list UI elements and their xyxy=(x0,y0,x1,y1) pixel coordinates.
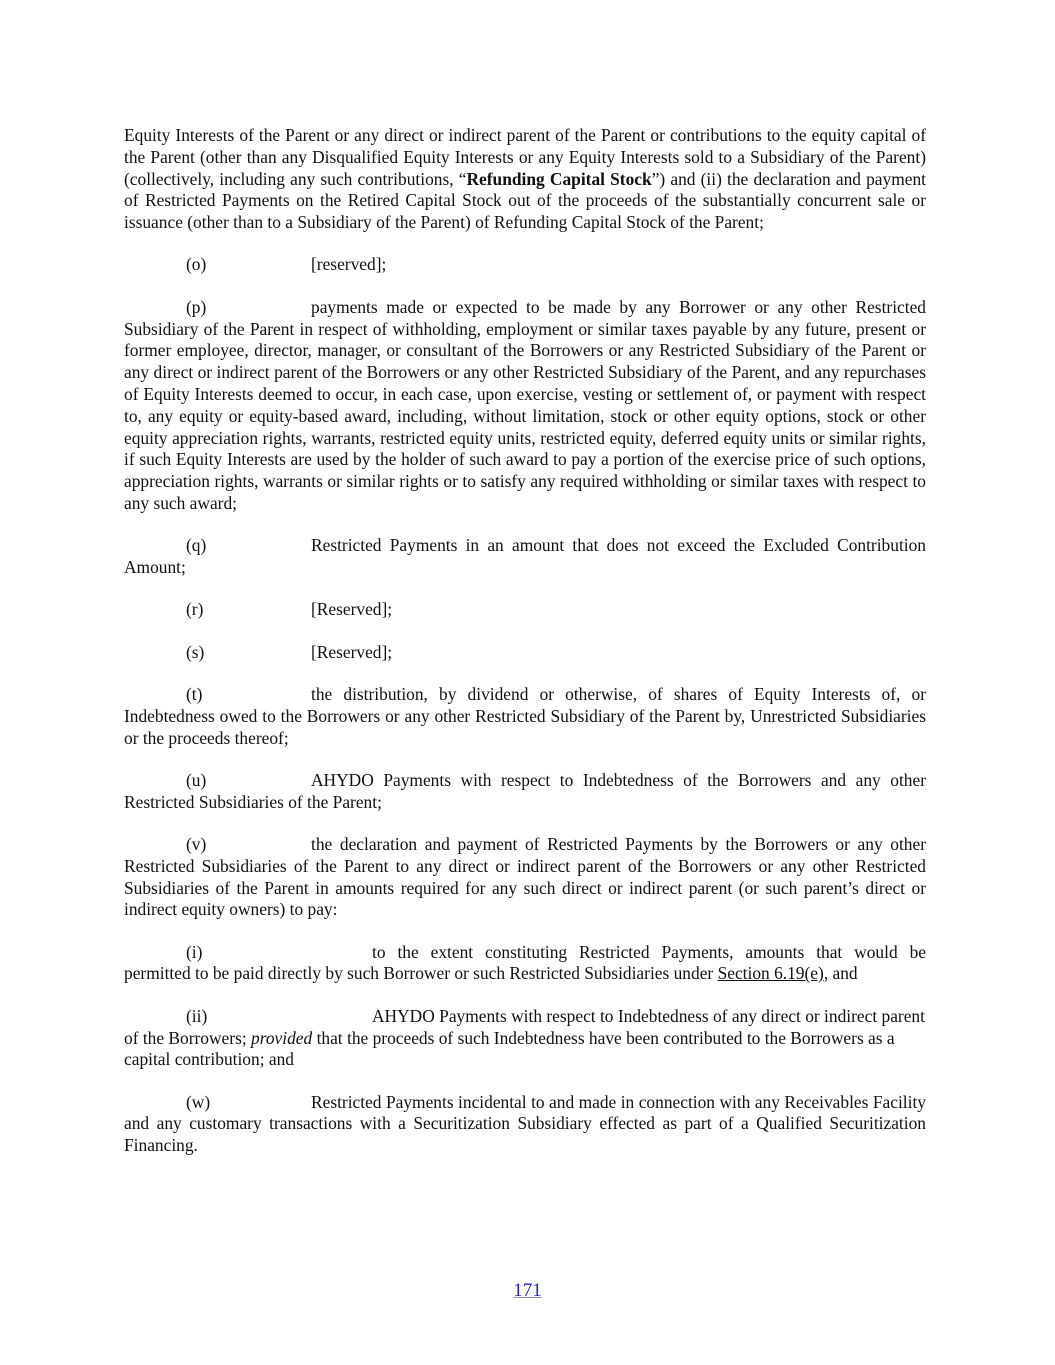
paragraph-text: Equity Interests of the Parent or any direct or indirect parent of the Parent or contributions to the equity capital of the Parent (other than any Disqualified Equity Interests or any Equity Interests sold to a Subsidiary of the Parent) (collectively, including any such contributions, “ xyxy=(124,125,926,189)
clause-text: [Reserved]; xyxy=(311,641,393,662)
clause-s xyxy=(124,642,926,664)
clause-label: (o) xyxy=(186,254,207,275)
clause-p xyxy=(124,297,926,515)
document-page xyxy=(124,125,926,1177)
proviso-term: provided xyxy=(251,1027,313,1048)
clause-w xyxy=(124,1092,926,1157)
subclause-text: that the proceeds of such Indebtedness have been contributed to the Borrowers as a capital contribution; and xyxy=(124,1027,895,1070)
clause-t xyxy=(124,684,926,749)
subclause-text: to the extent constituting Restricted Payments, amounts that would be permitted to be paid directly by such Borrower or such Restricted Subsidiaries under xyxy=(124,941,926,984)
clause-text: the declaration and payment of Restricted Payments by the Borrowers or any other Restricted Subsidiaries of the Parent to any direct or indirect parent of the Borrowers or any other Restricted Subsidiaries of the Parent in amounts required for any such direct or indirect parent (or such parent’s direct or indirect equity owners) to pay: xyxy=(124,833,926,920)
clause-label: (r) xyxy=(186,599,204,620)
subclause-label: (ii) xyxy=(186,1005,208,1026)
clause-text: [reserved]; xyxy=(311,254,387,275)
clause-label: (u) xyxy=(186,769,207,790)
clause-r xyxy=(124,599,926,621)
subclause-ii xyxy=(124,1006,926,1071)
clause-v xyxy=(124,834,926,921)
clause-text: Restricted Payments in an amount that does not exceed the Excluded Contribution Amount; xyxy=(124,535,926,578)
clause-label: (w) xyxy=(186,1091,211,1112)
subclause-i xyxy=(124,942,926,986)
paragraph-text: ”) and (ii) the declaration and payment of Restricted Payments on the Retired Capital Stock out of the proceeds of the substantially concurrent sale or issuance (other than to a Subsidiary of the Parent) of Refunding Capital Stock of the Parent; xyxy=(124,168,926,233)
clause-o xyxy=(124,254,926,276)
clause-label: (s) xyxy=(186,641,205,662)
section-reference-link[interactable]: Section 6.19(e) xyxy=(717,963,824,984)
clause-q xyxy=(124,535,926,579)
clause-text: AHYDO Payments with respect to Indebtedness of the Borrowers and any other Restricted Subsidiaries of the Parent; xyxy=(124,769,926,812)
clause-label: (q) xyxy=(186,535,207,556)
subclause-text: , and xyxy=(823,963,858,984)
clause-text: payments made or expected to be made by any Borrower or any other Restricted Subsidiary of the Parent in respect of withholding, employment or similar taxes payable by any future, present or former employee, director, manager, or consultant of the Borrowers or any Restricted Subsidiary of the Parent or any direct or indirect parent of the Borrowers or any other Restricted Subsidiary of the Parent, and any repurchases of Equity Interests deemed to occur, in each case, upon exercise, vesting or settlement of, or payment with respect to, any equity or equity-based award, including, without limitation, stock or other equity options, stock or other equity appreciation rights, warrants, restricted equity units, restricted equity, deferred equity units or similar rights, if such Equity Interests are used by the holder of such award to pay a portion of the exercise price of such options, appreciation rights, warrants or similar rights or to satisfy any required withholding or similar taxes with respect to any such award; xyxy=(124,296,926,513)
subclause-label: (i) xyxy=(186,941,203,962)
clause-text: [Reserved]; xyxy=(311,599,393,620)
page-number-link[interactable]: 171 xyxy=(513,1280,542,1301)
continuation-paragraph xyxy=(124,125,926,234)
defined-term: Refunding Capital Stock xyxy=(466,168,652,189)
subclause-text: AHYDO Payments with respect to Indebtedness of any direct or indirect parent of the Borrowers; xyxy=(124,1005,925,1048)
clause-u xyxy=(124,770,926,814)
clause-label: (v) xyxy=(186,833,207,854)
clause-text: Restricted Payments incidental to and made in connection with any Receivables Facility and any customary transactions with a Securitization Subsidiary effected as part of a Qualified Securitization Financing. xyxy=(124,1091,926,1156)
clause-text: the distribution, by dividend or otherwise, of shares of Equity Interests of, or Indebtedness owed to the Borrowers or any other Restricted Subsidiary of the Parent by, Unrestricted Subsidiaries or the proceeds thereof; xyxy=(124,683,926,748)
clause-label: (p) xyxy=(186,296,207,317)
clause-label: (t) xyxy=(186,683,203,704)
